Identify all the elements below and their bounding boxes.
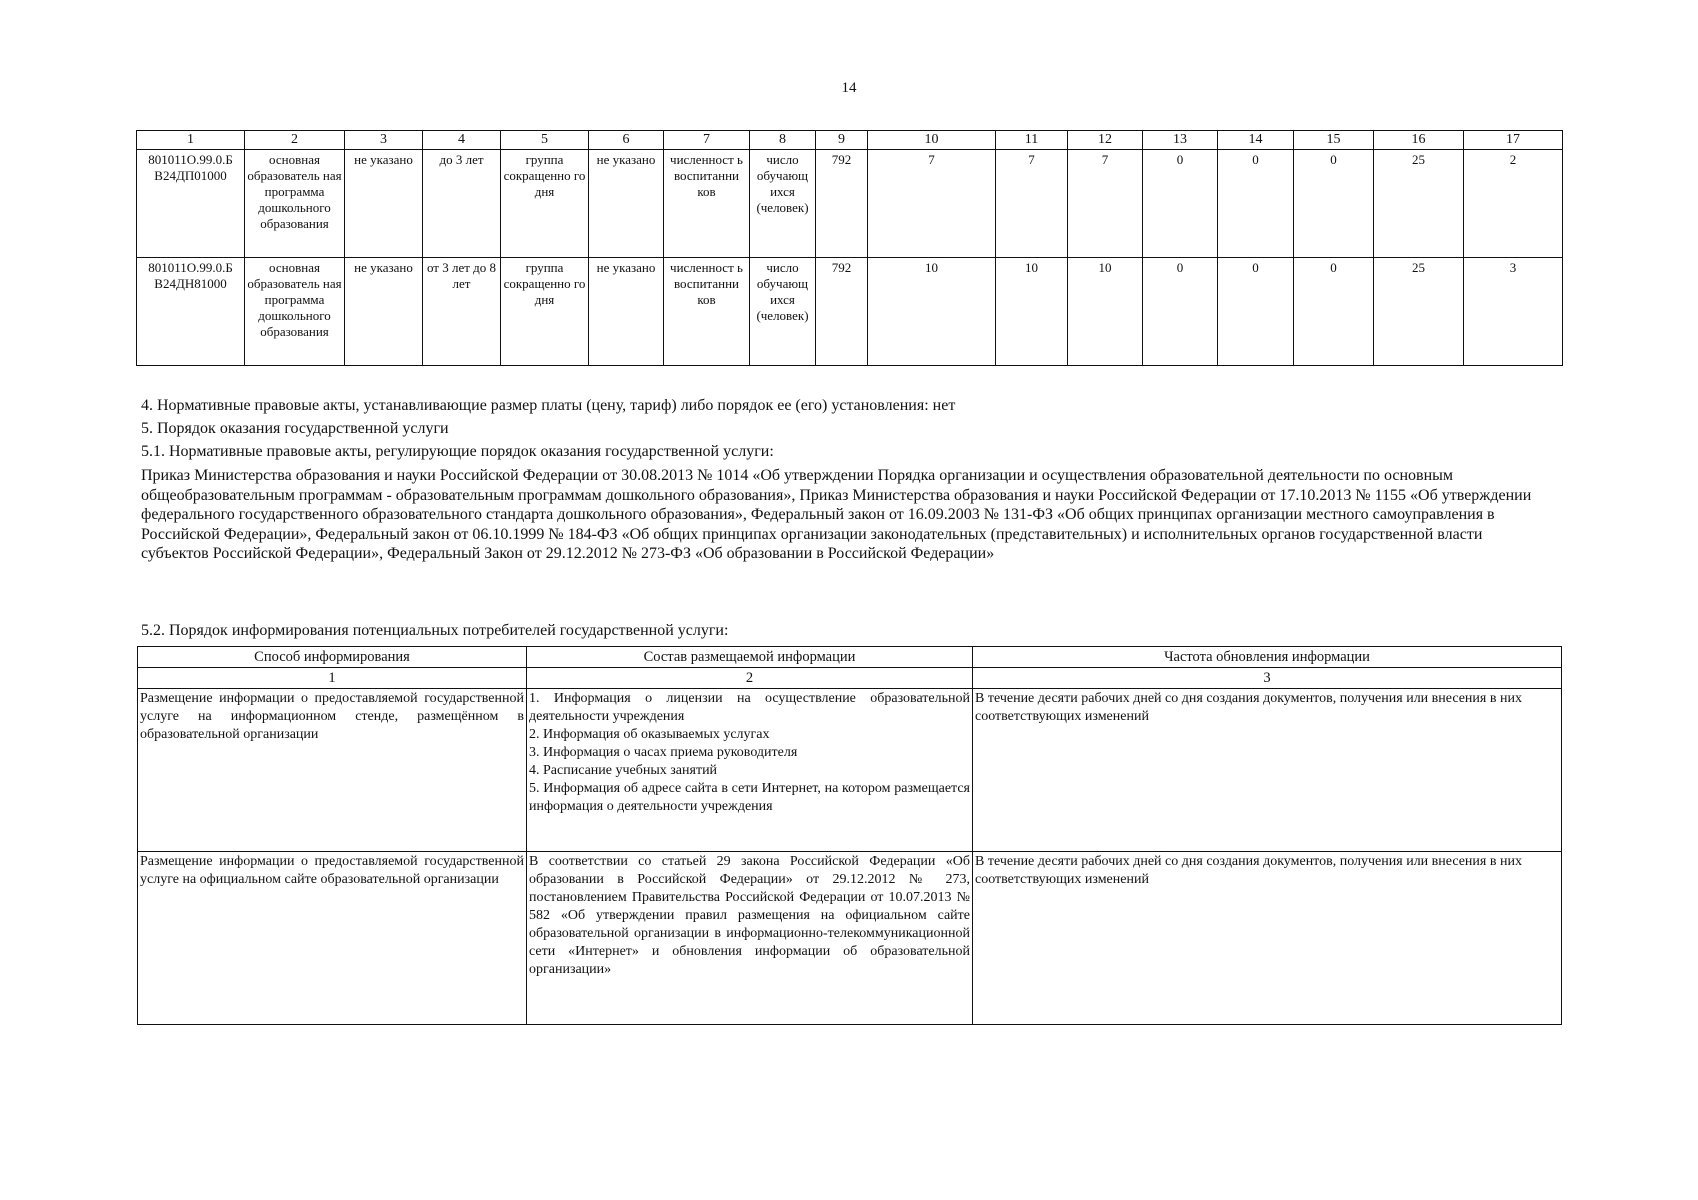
table-row <box>138 689 1562 852</box>
content-item: 3. Информация о часах приема руководителя <box>529 745 798 760</box>
column-header: 4 <box>423 131 501 150</box>
content-item: 2. Информация об оказываемых услугах <box>529 727 770 742</box>
column-header: 6 <box>589 131 664 150</box>
table-cell: 0 <box>1218 258 1294 366</box>
section-5-heading: 5. Порядок оказания государственной услуги <box>141 420 449 437</box>
informing-table <box>137 646 1562 1025</box>
table-cell: 0 <box>1143 150 1218 258</box>
content-item: 4. Расписание учебных занятий <box>529 763 718 778</box>
column-header: 10 <box>868 131 996 150</box>
content-cell: В соответствии со статьей 29 закона Российской Федерации «Об образовании в Российской Федерации» от 29.12.2012 № 273, постановлением Правительства Российской Федерации от 10.07.2013 № 582 «Об утверждении правил размещения на официальном сайте образовательной организации в информационно-телекоммуникационной сети «Интернет» и обновления информации об образовательной организации» <box>527 852 973 1025</box>
table-cell: 801011О.99.0.Б В24ДП01000 <box>137 150 245 258</box>
service-volume-table <box>136 130 1563 366</box>
legal-acts-paragraph: Приказ Министерства образования и науки Российской Федерации от 30.08.2013 № 1014 «Об утверждении Порядка организации и осуществления образовательной деятельности по основным общеобразовательным программам - образовательным программам дошкольного образования», Приказ Министерства образования и науки Российской Федерации от 17.10.2013 № 1155 «Об утверждении федерального государственного образовательного стандарта дошкольного образования», Федеральный закон от 16.09.2003 № 131-ФЗ «Об общих принципах организации местного самоуправления в Российской Федерации», Федеральный закон от 06.10.1999 № 184-ФЗ «Об общих принципах организации законодательных (представительных) и исполнительных органов государственной власти субъектов Российской Федерации», Федеральный Закон от 29.12.2012 № 273-ФЗ «Об образовании в Российской Федерации» <box>141 467 1532 562</box>
content-item: 1. Информация о лицензии на осуществление образовательной деятельности учреждения <box>529 691 970 724</box>
column-number: 3 <box>973 668 1562 689</box>
table-cell: 10 <box>868 258 996 366</box>
table-cell: 7 <box>996 150 1068 258</box>
table-row <box>138 852 1562 1025</box>
column-header: Способ информирования <box>138 647 527 668</box>
table-cell: не указано <box>345 258 423 366</box>
column-header: 7 <box>664 131 750 150</box>
table-cell: 2 <box>1464 150 1563 258</box>
table-cell: 3 <box>1464 258 1563 366</box>
table-row <box>137 258 1563 366</box>
table-cell: 0 <box>1218 150 1294 258</box>
table-cell: число обучающ ихся (человек) <box>750 150 816 258</box>
column-header: 1 <box>137 131 245 150</box>
column-header: 3 <box>345 131 423 150</box>
content-cell <box>527 689 973 852</box>
table-header-row <box>137 131 1563 150</box>
table-cell: 792 <box>816 258 868 366</box>
table-cell: 0 <box>1294 258 1374 366</box>
section-5-1-heading: 5.1. Нормативные правовые акты, регулирующие порядок оказания государственной услуги: <box>141 443 774 460</box>
page-number: 14 <box>841 80 857 96</box>
column-header: 16 <box>1374 131 1464 150</box>
column-header: Частота обновления информации <box>973 647 1562 668</box>
section-5-2-heading: 5.2. Порядок информирования потенциальных потребителей государственной услуги: <box>141 622 729 639</box>
table-number-row <box>138 668 1562 689</box>
table-cell: число обучающ ихся (человек) <box>750 258 816 366</box>
table-cell: 792 <box>816 150 868 258</box>
table-cell: 7 <box>868 150 996 258</box>
column-header: 8 <box>750 131 816 150</box>
table-cell: численност ь воспитанни ков <box>664 150 750 258</box>
column-header: 17 <box>1464 131 1563 150</box>
table-cell: 10 <box>996 258 1068 366</box>
table-header-row <box>138 647 1562 668</box>
table-cell: группа сокращенно го дня <box>501 258 589 366</box>
column-number: 2 <box>527 668 973 689</box>
column-header: 14 <box>1218 131 1294 150</box>
section-4-paragraph: 4. Нормативные правовые акты, устанавливающие размер платы (цену, тариф) либо порядок ее (его) установления: нет <box>141 397 956 414</box>
table-cell: 0 <box>1294 150 1374 258</box>
column-header: 15 <box>1294 131 1374 150</box>
method-cell: Размещение информации о предоставляемой государственной услуге на официальном сайте образовательной организации <box>138 852 527 1025</box>
table-cell: не указано <box>589 258 664 366</box>
table-cell: 25 <box>1374 258 1464 366</box>
table-row <box>137 150 1563 258</box>
table-cell: до 3 лет <box>423 150 501 258</box>
table-cell: 801011О.99.0.Б В24ДН81000 <box>137 258 245 366</box>
table-cell: численност ь воспитанни ков <box>664 258 750 366</box>
table-cell: 7 <box>1068 150 1143 258</box>
table-cell: не указано <box>589 150 664 258</box>
column-header: 5 <box>501 131 589 150</box>
frequency-cell: В течение десяти рабочих дней со дня создания документов, получения или внесения в них соответствующих изменений <box>973 852 1562 1025</box>
table-cell: от 3 лет до 8 лет <box>423 258 501 366</box>
column-header: 2 <box>245 131 345 150</box>
column-header: 11 <box>996 131 1068 150</box>
table-cell: группа сокращенно го дня <box>501 150 589 258</box>
column-number: 1 <box>138 668 527 689</box>
table-cell: не указано <box>345 150 423 258</box>
table-cell: 10 <box>1068 258 1143 366</box>
table-cell: 0 <box>1143 258 1218 366</box>
table-cell: 25 <box>1374 150 1464 258</box>
frequency-cell: В течение десяти рабочих дней со дня создания документов, получения или внесения в них соответствующих изменений <box>973 689 1562 852</box>
column-header: 13 <box>1143 131 1218 150</box>
column-header: 9 <box>816 131 868 150</box>
method-cell: Размещение информации о предоставляемой государственной услуге на информационном стенде, размещённом в образовательной организации <box>138 689 527 852</box>
column-header: 12 <box>1068 131 1143 150</box>
column-header: Состав размещаемой информации <box>527 647 973 668</box>
table-cell: основная образователь ная программа дошкольного образования <box>245 258 345 366</box>
table-cell: основная образователь ная программа дошкольного образования <box>245 150 345 258</box>
content-item: 5. Информация об адресе сайта в сети Интернет, на котором размещается информация о деятельности учреждения <box>529 781 970 814</box>
